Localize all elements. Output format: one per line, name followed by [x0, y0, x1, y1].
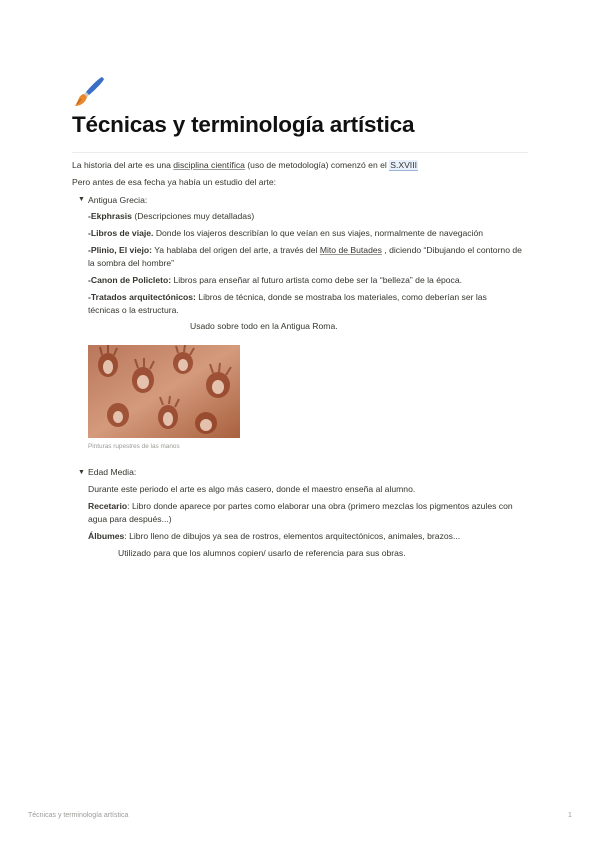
- list-item: Álbumes: Libro lleno de dibujos ya sea de rostros, elementos arquitectónicos, animales, brazos...: [88, 531, 461, 541]
- list-item: -Plinio, El viejo: Ya hablaba del origen del arte, a través del Mito de Butades , diciendo “Dibujando el contorno de la sombra del hombre”: [88, 245, 522, 268]
- greece-note: Usado sobre todo en la Antigua Roma.: [190, 321, 338, 331]
- link-mito-de-butades[interactable]: Mito de Butades: [319, 245, 382, 255]
- toggle-arrow-icon[interactable]: ▼: [78, 196, 85, 203]
- toggle-arrow-icon[interactable]: ▼: [78, 469, 85, 476]
- page-number: 1: [568, 812, 572, 819]
- paintbrush-icon: [72, 75, 106, 109]
- cave-hands-image: [88, 345, 240, 438]
- middle-ages-intro: Durante este periodo el arte es algo más casero, donde el maestro enseña al alumno.: [88, 484, 416, 494]
- list-item: -Tratados arquitectónicos: Libros de técnica, donde se mostraba los materiales, como deberían ser las técnicas o la estructura.: [88, 292, 487, 315]
- century-tag[interactable]: S.XVIII: [390, 160, 417, 170]
- image-caption: Pinturas rupestres de las manos: [88, 443, 180, 450]
- list-item: Recetario: Libro donde aparece por partes como elaborar una obra (primero mezclas los pigmentos azules con agua para después...): [88, 501, 513, 524]
- list-item: -Ekphrasis (Descripciones muy detalladas): [88, 211, 255, 221]
- middle-ages-note: Utilizado para que los alumnos copien/ usarlo de referencia para sus obras.: [118, 548, 406, 558]
- list-item: -Libros de viaje. Donde los viajeros describían lo que veían en sus viajes, normalmente de navegación: [88, 228, 484, 238]
- intro-line-2: Pero antes de esa fecha ya había un estudio del arte:: [72, 177, 277, 187]
- intro-line-1: La historia del arte es una disciplina científica (uso de metodología) comenzó en el S.XVIII: [72, 160, 417, 170]
- footer-title: Técnicas y terminología artística: [28, 812, 129, 819]
- toggle-heading-greece[interactable]: Antigua Grecia:: [88, 195, 148, 205]
- page-title: Técnicas y terminología artística: [72, 112, 415, 137]
- link-disciplina-cientifica[interactable]: disciplina científica: [173, 160, 245, 170]
- list-item: -Canon de Policleto: Libros para enseñar al futuro artista como debe ser la “belleza” de la época.: [88, 275, 462, 285]
- title-divider: [72, 152, 528, 153]
- toggle-heading-middle-ages[interactable]: Edad Media:: [88, 467, 137, 477]
